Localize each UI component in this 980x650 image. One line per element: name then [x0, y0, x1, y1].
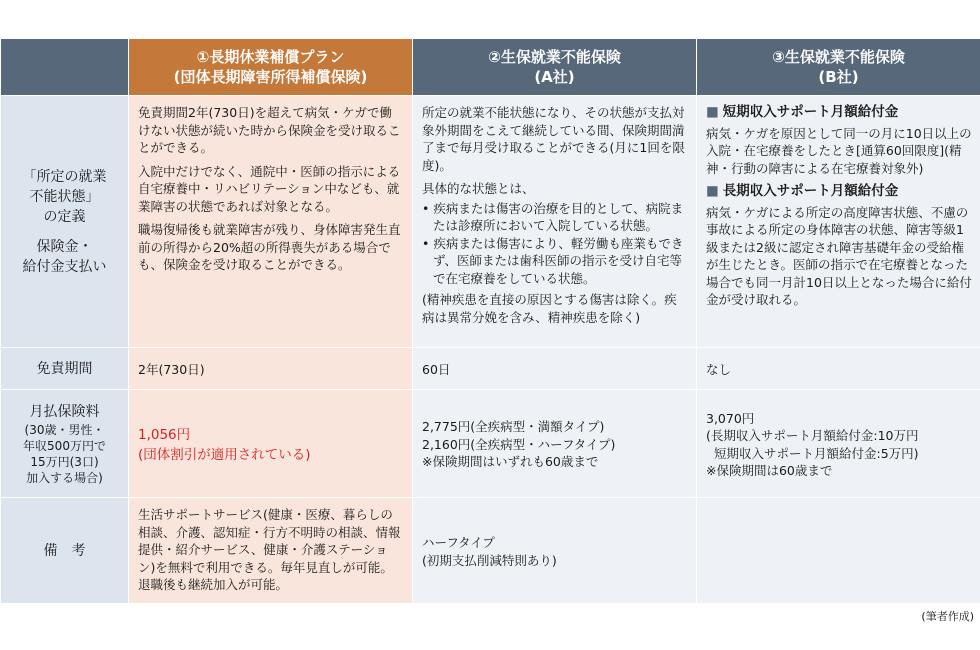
premium-head-title: 月払保険料 [29, 403, 100, 420]
definition-plan-1-paragraph: 職場復帰後も就業障害が残り、身体障害発生直前の所得から20%超の所得喪失がある場合でも、保険金を受け取ることができる。 [138, 222, 401, 272]
definition-plan-1 [129, 96, 413, 348]
definition-plan-3 [697, 96, 980, 348]
header-plan-2 [413, 39, 697, 96]
premium-head-condition: 年収500万円で [23, 438, 106, 453]
payment-head-line: 保険金・ [36, 238, 93, 255]
remarks-row [1, 498, 980, 604]
definition-plan-2 [413, 96, 697, 348]
definition-row [1, 96, 980, 348]
definition-head-line: 不能状態」 [29, 188, 100, 205]
header-plan-2-name: ②生保就業不能保険 [488, 48, 621, 66]
definition-row-header [1, 96, 129, 348]
definition-plan-1-paragraph: 免責期間2年(730日)を超えて病気・ケガで働けない状態が続いた時から保険金を受け取ることができる。 [138, 105, 401, 155]
long-term-benefit-text: 病気・ケガによる所定の高度障害状態、不慮の事故による所定の身体障害の状態、障害等級1級または2級に認定され障害基礎年金の受給権が生じたとき。医師の指示で在宅療養となった場合でも同一月計10日以上となった場合に給付金が受け取れる。 [706, 204, 972, 307]
header-plan-2-company: (A社) [534, 68, 575, 86]
definition-plan-2-bullet: • 疾病または傷害の治療を目的として、病院または診療所において入院している状態。 [422, 200, 684, 233]
premium-plan-1-amount: 1,056円 [138, 426, 191, 443]
premium-plan-2-half: 2,160円(全疾病型・ハーフタイプ) [422, 436, 616, 452]
long-term-benefit-heading [706, 183, 972, 201]
header-row [1, 39, 980, 96]
premium-row-header [1, 390, 129, 498]
remarks-plan-1: 生活サポートサービス(健康・医療、暮らしの相談、介護、認知症・行方不明時の相談、情報提供・紹介サービス、健康・介護ステーション)を無料で利用できる。毎年見直しが可能。退職後も継続加入が可能。 [129, 498, 413, 604]
comparison-table [0, 38, 980, 604]
definition-plan-2-paragraph: 所定の就業不能状態になり、その状態が支払対象外期間をこえて継続している間、保険期間満了まで毎月受け取ることができる(月に1回を限度)。 [422, 105, 685, 173]
definition-plan-1-paragraph: 入院中だけでなく、通院中・医師の指示による自宅療養中・リハビリテーション中なども、就業障害の状態であれば対象となる。 [138, 163, 401, 214]
payment-head-line: 給付金支払い [22, 258, 107, 275]
short-term-benefit-title: 短期収入サポート月額給付金 [722, 104, 899, 120]
premium-head-condition: 加入する場合) [26, 470, 103, 485]
exemption-plan-1: 2年(730日) [129, 348, 413, 390]
remarks-plan-2-rider: (初期支払削減特則あり) [422, 552, 557, 568]
remarks-plan-2-type: ハーフタイプ [422, 535, 495, 550]
premium-plan-3-amount: 3,070円 [706, 410, 755, 426]
exemption-row [1, 348, 980, 390]
definition-head-line: の定義 [43, 208, 86, 225]
premium-plan-3-long: (長期収入サポート月額給付金:10万円 [706, 428, 919, 443]
exemption-plan-3: なし [697, 348, 980, 390]
premium-row [1, 390, 980, 498]
short-term-benefit-text: 病気・ケガを原因として同一の月に10日以上の入院・在宅療養をしたとき[通算60回限度](精神・行動の障害による在宅療養対象外) [706, 125, 972, 176]
remarks-plan-3 [697, 498, 980, 604]
premium-head-condition: (30歳・男性・ [24, 422, 105, 437]
short-term-benefit-heading [706, 104, 972, 122]
square-bullet-icon: ■ [706, 183, 719, 199]
premium-plan-1-discount: (団体割引が適用されている) [138, 446, 311, 463]
definition-head-line: 「所定の就業 [22, 168, 107, 185]
source-footnote: (筆者作成) [921, 610, 974, 623]
long-term-benefit-title: 長期収入サポート月額給付金 [722, 183, 899, 199]
remarks-plan-2 [413, 498, 697, 604]
premium-plan-3-short: 短期収入サポート月額給付金:5万円) [714, 445, 919, 461]
remarks-row-header: 備 考 [1, 498, 129, 604]
premium-plan-3-note: ※保険期間は60歳まで [706, 463, 833, 478]
premium-head-condition: 15万円(3口) [30, 454, 99, 469]
premium-plan-1 [129, 390, 413, 498]
square-bullet-icon: ■ [706, 104, 719, 120]
premium-plan-3 [697, 390, 980, 498]
header-plan-1 [129, 39, 413, 96]
header-plan-1-name: ①長期休業補償プラン [196, 48, 345, 66]
premium-plan-2-note: ※保険期間はいずれも60歳まで [422, 454, 599, 470]
definition-plan-2-lead: 具体的な状態とは、 [422, 181, 535, 196]
premium-plan-2 [413, 390, 697, 498]
definition-plan-2-bullet: • 疾病または傷害により、軽労働も座業もできず、医師または歯科医師の指示を受け自宅等で在宅療養をしている状態。 [422, 235, 684, 286]
header-plan-3 [697, 39, 980, 96]
header-plan-3-name: ③生保就業不能保険 [772, 48, 905, 66]
premium-plan-2-full: 2,775円(全疾病型・満額タイプ) [422, 419, 605, 435]
corner-cell [1, 39, 129, 96]
exemption-plan-2: 60日 [413, 348, 697, 390]
exemption-row-header: 免責期間 [1, 348, 129, 390]
definition-plan-2-note: (精神疾患を直接の原因とする傷害は除く。疾病は異常分娩を含み、精神疾患を除く) [422, 292, 677, 325]
header-plan-3-company: (B社) [818, 68, 859, 86]
header-plan-1-type: (団体長期障害所得補償保険) [173, 68, 368, 86]
